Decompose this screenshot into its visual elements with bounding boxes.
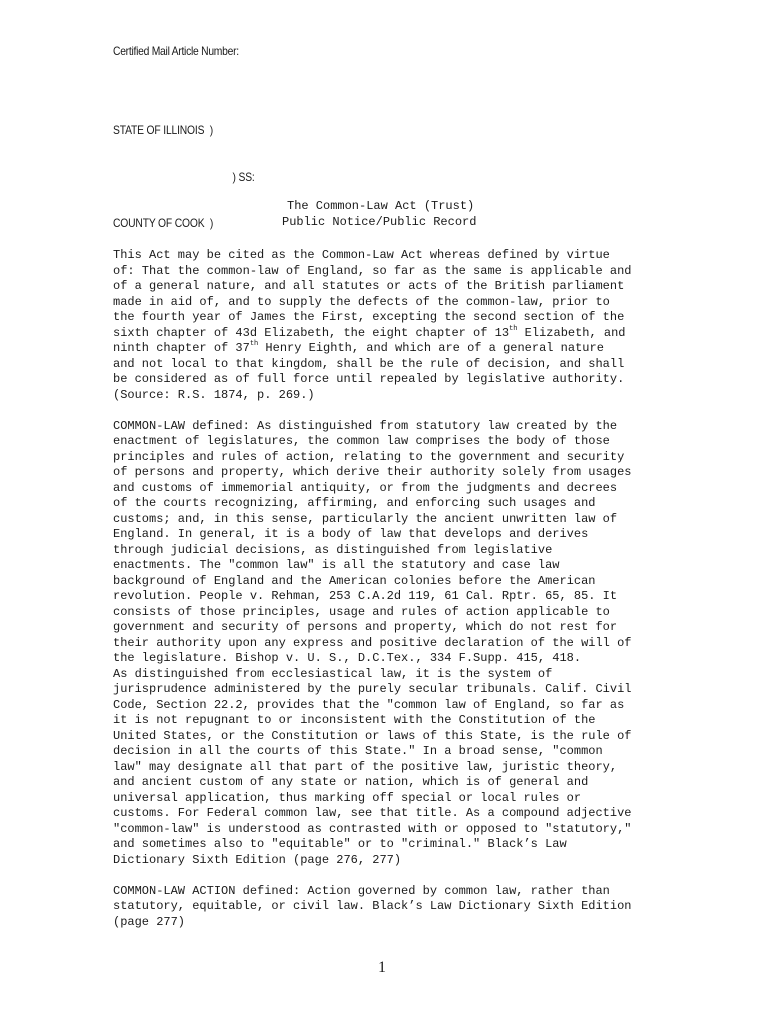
venue-state: STATE OF ILLINOIS ) (113, 123, 213, 137)
text-segment: sixth chapter of 43d Elizabeth, the eight chapter of 13 (113, 325, 510, 340)
text-line: customs. For Federal common law, see that title. As a compound adjective (113, 806, 632, 820)
paragraph-common-law-defined (113, 419, 673, 869)
text-line: made in aid of, and to supply the defects of the common-law, prior to (113, 294, 610, 309)
text-line: consists of those principles, usage and rules of action applicable to (113, 604, 610, 619)
text-line (113, 326, 673, 342)
title-line-1: The Common-Law Act (Trust) (287, 199, 475, 213)
document-body (113, 248, 673, 946)
text-line: This Act may be cited as the Common-Law Act whereas defined by virtue (113, 248, 610, 262)
text-line: revolution. People v. Rehman, 253 C.A.2d 119, 61 Cal. Rptr. 65, 85. It (113, 589, 618, 603)
text-line: United States, or the Constitution or laws of this State, is the rule of (113, 728, 632, 743)
text-line: Code, Section 22.2, provides that the "common law of England, so far as (113, 697, 625, 712)
text-line: and sometimes also to "equitable" or to "criminal." Black’s Law (113, 837, 567, 851)
text-line: principles and rules of action, relating to the government and security (113, 449, 625, 464)
text-line: statutory, equitable, or civil law. Black’s Law Dictionary Sixth Edition (113, 899, 632, 913)
text-line: (Source: R.S. 1874, p. 269.) (113, 387, 315, 402)
text-line: and ancient custom of any state or nation, which is of general and (113, 775, 589, 789)
certified-mail-label: Certified Mail Article Number: (113, 44, 239, 58)
text-line: the fourth year of James the First, excepting the second section of the (113, 310, 625, 324)
ordinal-superscript: th (509, 324, 518, 333)
text-line: their authority upon any express and positive declaration of the will of (113, 635, 632, 650)
venue-block (113, 92, 255, 263)
text-line: of persons and property, which derive their authority solely from usages (113, 465, 632, 479)
text-line: background of England and the American colonies before the American (113, 573, 596, 588)
text-line: government and security of persons and property, which do not rest for (113, 620, 618, 634)
text-line: COMMON-LAW ACTION defined: Action governed by common law, rather than (113, 883, 610, 898)
text-line: enactment of legislatures, the common law comprises the body of those (113, 434, 610, 448)
page-number: 1 (378, 959, 386, 976)
text-line: Dictionary Sixth Edition (page 276, 277) (113, 852, 402, 867)
paragraph-act-citation (113, 248, 673, 403)
text-line: As distinguished from ecclesiastical law, it is the system of (113, 666, 553, 681)
text-line: the legislature. Bishop v. U. S., D.C.Tex., 334 F.Supp. 415, 418. (113, 651, 582, 665)
text-line: COMMON-LAW defined: As distinguished from statutory law created by the (113, 418, 618, 433)
text-line: and not local to that kingdom, shall be the rule of decision, and shall (113, 356, 625, 371)
text-line: England. In general, it is a body of law that develops and derives (113, 527, 589, 541)
venue-ss: ) SS: (232, 169, 255, 184)
text-line: through judicial decisions, as distinguished from legislative (113, 542, 553, 557)
paragraph-common-law-action (113, 884, 673, 931)
text-line: it is not repugnant to or inconsistent with the Constitution of the (113, 713, 596, 727)
text-line: of: That the common-law of England, so far as the same is applicable and (113, 263, 632, 278)
text-line: universal application, thus marking off special or local rules or (113, 790, 582, 805)
text-line: and customs of immemorial antiquity, or from the judgments and decrees (113, 480, 618, 495)
text-line: enactments. The "common law" is all the statutory and case law (113, 558, 560, 572)
text-line: of the courts recognizing, affirming, and enforcing such usages and (113, 496, 596, 510)
title-line-2: Public Notice/Public Record (282, 215, 477, 229)
venue-county: COUNTY OF COOK ) (113, 216, 214, 230)
text-line: customs; and, in this sense, particularly the ancient unwritten law of (113, 511, 618, 526)
text-segment: Elizabeth, and (517, 325, 626, 340)
text-segment: ninth chapter of 37 (113, 341, 250, 355)
text-line: jurisprudence administered by the purely secular tribunals. Calif. Civil (113, 682, 632, 696)
text-line: decision in all the courts of this State." In a broad sense, "common (113, 744, 603, 758)
text-line: law" may designate all that part of the positive law, juristic theory, (113, 759, 618, 774)
text-line: be considered as of full force until repealed by legislative authority. (113, 372, 625, 386)
text-segment: Henry Eighth, and which are of a general nature (258, 341, 604, 355)
text-line: of a general nature, and all statutes or acts of the British parliament (113, 279, 625, 293)
ordinal-superscript: th (249, 340, 259, 348)
text-line (113, 341, 673, 357)
text-line: "common-law" is understood as contrasted with or opposed to "statutory," (113, 821, 632, 836)
text-line: (page 277) (113, 914, 186, 929)
